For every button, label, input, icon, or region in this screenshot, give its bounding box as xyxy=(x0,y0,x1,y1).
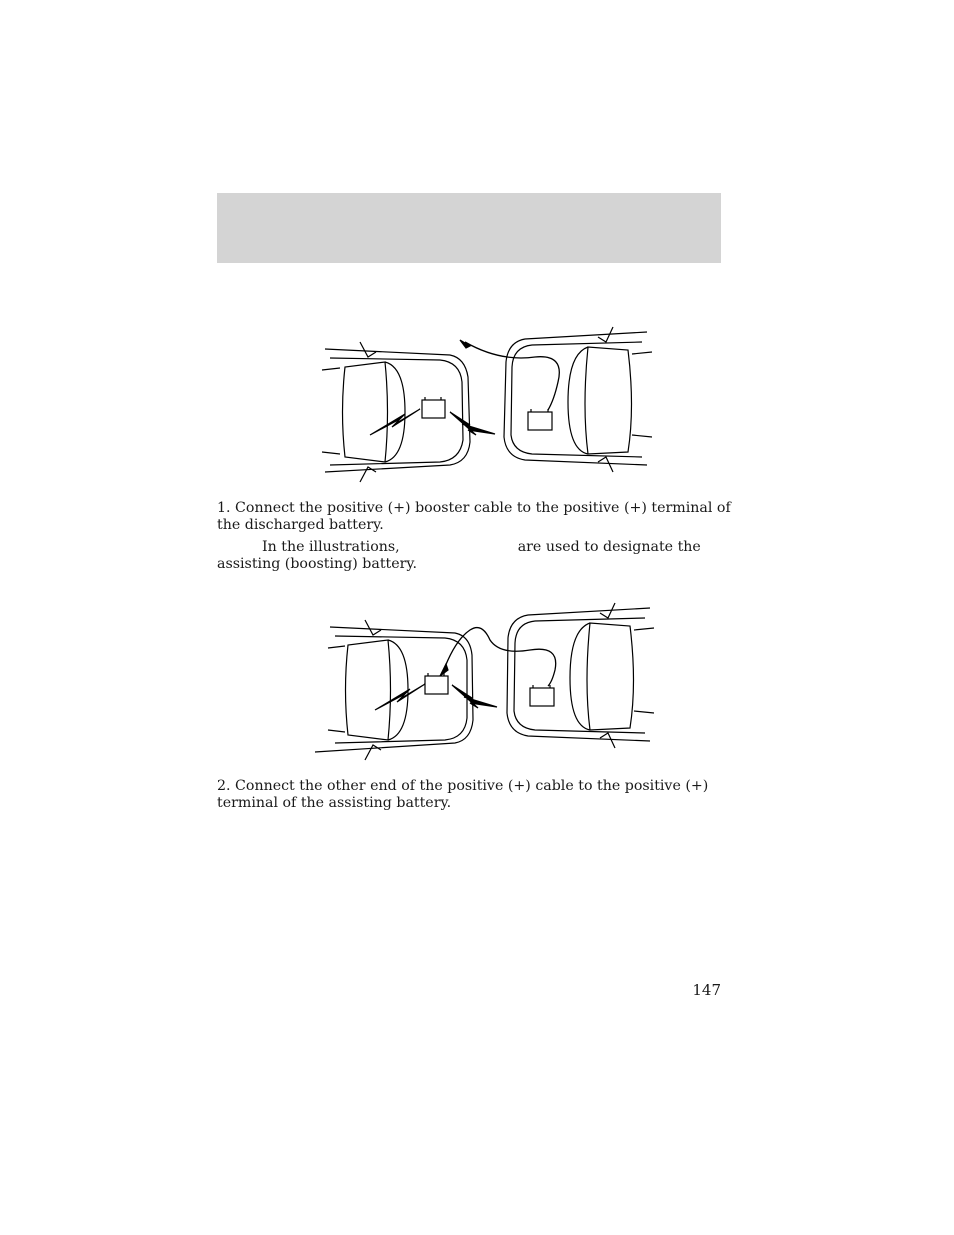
lightning-bolt-icon xyxy=(375,684,425,710)
assisting-car-icon xyxy=(507,603,654,748)
note-part-1: In the illustrations, xyxy=(262,539,400,555)
section-header-band xyxy=(217,193,721,263)
note-part-2: are used to designate the xyxy=(517,539,701,555)
step-2-line-2: terminal of the assisting battery. xyxy=(217,795,452,811)
positive-cable-icon xyxy=(443,628,556,686)
illustration-note xyxy=(217,539,717,573)
step-2-text xyxy=(217,778,717,812)
step-1-line-1: 1. Connect the positive (+) booster cable to the positive (+) terminal of xyxy=(217,500,731,516)
assisting-battery-icon xyxy=(530,688,554,706)
discharged-battery-icon xyxy=(422,400,445,418)
jump-start-illustration-step-1 xyxy=(310,322,660,487)
discharged-car-icon xyxy=(322,342,470,482)
discharged-battery-icon xyxy=(425,676,448,694)
discharged-car-icon xyxy=(315,620,473,760)
jump-start-illustration-step-2 xyxy=(310,600,660,765)
assisting-battery-icon xyxy=(528,412,552,430)
lightning-bolt-icon xyxy=(452,685,497,708)
step-1-text xyxy=(217,500,731,534)
step-1-line-2: the discharged battery. xyxy=(217,517,384,533)
note-line-2: assisting (boosting) battery. xyxy=(217,556,418,572)
assisting-car-icon xyxy=(504,327,652,472)
lightning-bolt-icon xyxy=(450,412,495,435)
lightning-bolt-icon xyxy=(370,409,420,435)
page-number: 147 xyxy=(692,981,721,999)
step-2-line-1: 2. Connect the other end of the positive (+) cable to the positive (+) xyxy=(217,778,709,794)
